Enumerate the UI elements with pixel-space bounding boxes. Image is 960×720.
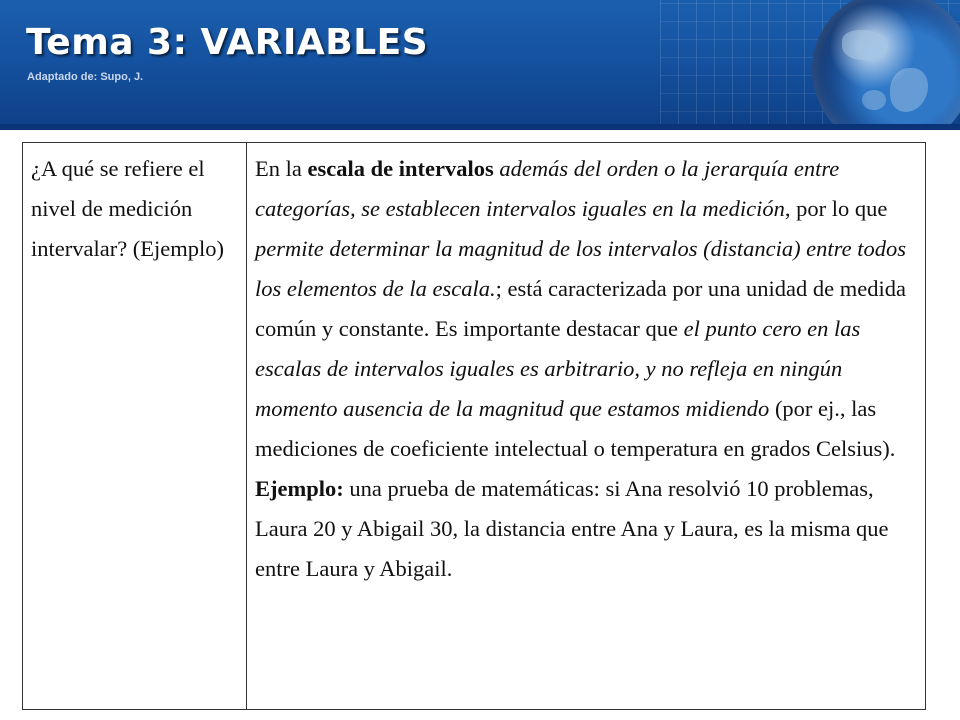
definition-segment: , por lo que (784, 196, 888, 221)
slide-subtitle: Adaptado de: Supo, J. (27, 71, 144, 83)
slide-header (0, 0, 960, 130)
header-divider (0, 124, 960, 130)
definition-segment: permite determinar la magnitud de los intervalos (distancia) entre todos los elementos de la escala. (255, 236, 906, 301)
definition-segment: En la (255, 156, 308, 181)
definition-segment: el punto cero en las escalas de intervalos iguales es arbitrario, y no refleja en ningún momento ausencia de la magnitud que estamos midiendo (255, 316, 861, 421)
example-label: Ejemplo: (255, 476, 344, 501)
globe-icon (812, 0, 960, 130)
table-row (23, 143, 926, 710)
content-table (22, 142, 926, 710)
question-cell: ¿A qué se refiere el nivel de medición intervalar? (Ejemplo) (23, 143, 247, 710)
example-text: una prueba de matemáticas: si Ana resolvió 10 problemas, Laura 20 y Abigail 30, la distancia entre Ana y Laura, es la misma que entre Laura y Abigail. (255, 476, 889, 581)
answer-cell (247, 143, 926, 710)
definition-segment: escala de intervalos (307, 156, 494, 181)
definition-segment: ; está caracterizada por una unidad de medida común y constante. Es importante destacar que (255, 276, 906, 341)
definition-segment: (por ej., las mediciones de coeficiente intelectual o temperatura en grados Celsius). (255, 396, 896, 461)
slide-title: Tema 3: VARIABLES (26, 22, 429, 63)
definition-segment: además del orden o la jerarquía entre categorías, se establecen intervalos iguales en la medición (255, 156, 840, 221)
definition-paragraph (255, 149, 919, 469)
example-paragraph (255, 469, 919, 589)
